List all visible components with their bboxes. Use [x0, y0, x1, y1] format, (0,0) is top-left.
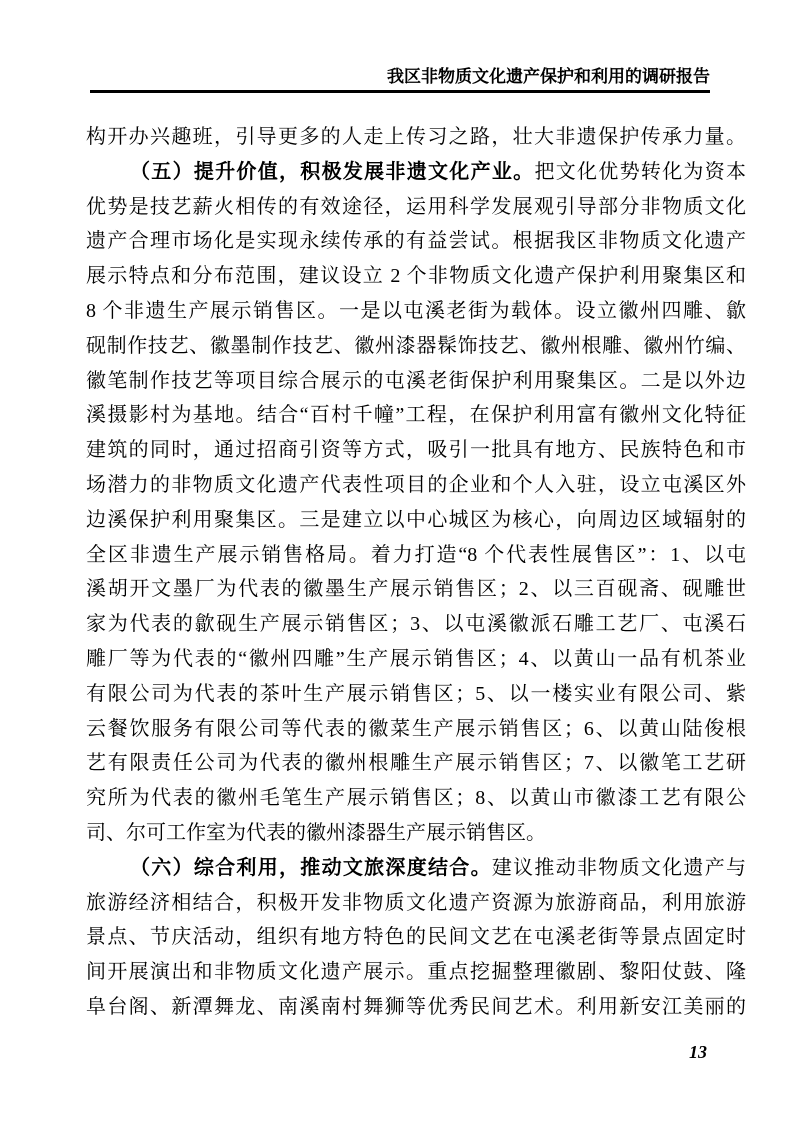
page-number: 13 — [689, 1042, 707, 1062]
text-line — [86, 816, 746, 851]
text-line — [86, 886, 746, 921]
text-line — [86, 259, 746, 294]
text-segment: 景点、节庆活动，组织有地方特色的民间文艺在屯溪老街等景点固定时 — [86, 926, 746, 949]
text-segment: 全区非遗生产展示销售格局。着力打造“8 个代表性展售区”：1、以屯 — [86, 543, 746, 566]
page-header-title: 我区非物质文化遗产保护和利用的调研报告 — [387, 67, 710, 86]
text-line — [86, 364, 746, 399]
text-segment: 溪胡开文墨厂为代表的徽墨生产展示销售区；2、以三百砚斋、砚雕世 — [86, 578, 746, 601]
text-segment: 边溪保护利用聚集区。三是建立以中心城区为核心，向周边区域辐射的 — [86, 508, 746, 531]
text-line — [86, 120, 746, 155]
text-line — [86, 572, 746, 607]
text-segment: 建议推动非物质文化遗产与 — [491, 856, 746, 879]
section-heading-segment: （五）提升价值，积极发展非遗文化产业。 — [130, 160, 535, 183]
text-segment: 展示特点和分布范围，建议设立 2 个非物质文化遗产保护利用聚集区和 — [86, 265, 746, 288]
text-segment: 有限公司为代表的茶叶生产展示销售区；5、以一楼实业有限公司、紫 — [86, 682, 746, 705]
text-segment: 优势是技艺薪火相传的有效途径，运用科学发展观引导部分非物质文化 — [86, 195, 746, 218]
text-segment: 司、尔可工作室为代表的徽州漆器生产展示销售区。 — [86, 821, 546, 844]
text-line — [86, 781, 746, 816]
text-segment: 旅游经济相结合，积极开发非物质文化遗产资源为旅游商品，利用旅游 — [86, 891, 746, 914]
text-line — [86, 607, 746, 642]
text-segment: 家为代表的歙砚生产展示销售区；3、以屯溪徽派石雕工艺厂、屯溪石 — [86, 613, 746, 636]
text-segment: 究所为代表的徽州毛笔生产展示销售区；8、以黄山市徽漆工艺有限公 — [86, 787, 746, 810]
text-segment: 8 个非遗生产展示销售区。一是以屯溪老街为载体。设立徽州四雕、歙 — [86, 299, 746, 322]
text-line — [86, 746, 746, 781]
text-segment: 场潜力的非物质文化遗产代表性项目的企业和个人入驻，设立屯溪区外 — [86, 473, 746, 496]
text-segment: 溪摄影村为基地。结合“百村千幢”工程，在保护利用富有徽州文化特征 — [86, 404, 746, 427]
text-segment: 云餐饮服务有限公司等代表的徽菜生产展示销售区；6、以黄山陆俊根 — [86, 717, 746, 740]
text-segment: 间开展演出和非物质文化遗产展示。重点挖掘整理徽剧、黎阳仗鼓、隆 — [86, 961, 746, 984]
document-body — [86, 120, 746, 1025]
text-line — [86, 190, 746, 225]
text-segment: 建筑的同时，通过招商引资等方式，吸引一批具有地方、民族特色和市 — [86, 439, 746, 462]
text-line — [86, 851, 746, 886]
text-line — [86, 468, 746, 503]
text-segment: 艺有限责任公司为代表的徽州根雕生产展示销售区；7、以徽笔工艺研 — [86, 752, 746, 775]
text-line — [86, 920, 746, 955]
text-line — [86, 990, 746, 1025]
text-line — [86, 677, 746, 712]
text-line — [86, 155, 746, 190]
text-line — [86, 538, 746, 573]
text-line — [86, 433, 746, 468]
text-segment: 构开办兴趣班，引导更多的人走上传习之路，壮大非遗保护传承力量。 — [86, 126, 746, 148]
text-line — [86, 955, 746, 990]
text-line — [86, 329, 746, 364]
text-line — [86, 642, 746, 677]
text-segment: 遗产合理市场化是实现永续传承的有益尝试。根据我区非物质文化遗产 — [86, 230, 746, 253]
header-rule — [90, 90, 710, 93]
text-line — [86, 294, 746, 329]
text-segment: 阜台阁、新潭舞龙、南溪南村舞狮等优秀民间艺术。利用新安江美丽的 — [86, 995, 746, 1018]
text-line — [86, 712, 746, 747]
text-segment: 砚制作技艺、徽墨制作技艺、徽州漆器髹饰技艺、徽州根雕、徽州竹编、 — [86, 334, 746, 357]
section-heading-segment: （六）综合利用，推动文旅深度结合。 — [130, 856, 492, 879]
text-segment: 徽笔制作技艺等项目综合展示的屯溪老街保护利用聚集区。二是以外边 — [86, 369, 746, 392]
text-line — [86, 224, 746, 259]
text-line — [86, 503, 746, 538]
text-line — [86, 398, 746, 433]
text-segment: 雕厂等为代表的“徽州四雕”生产展示销售区；4、以黄山一品有机茶业 — [86, 647, 746, 670]
text-segment: 把文化优势转化为资本 — [534, 160, 746, 183]
